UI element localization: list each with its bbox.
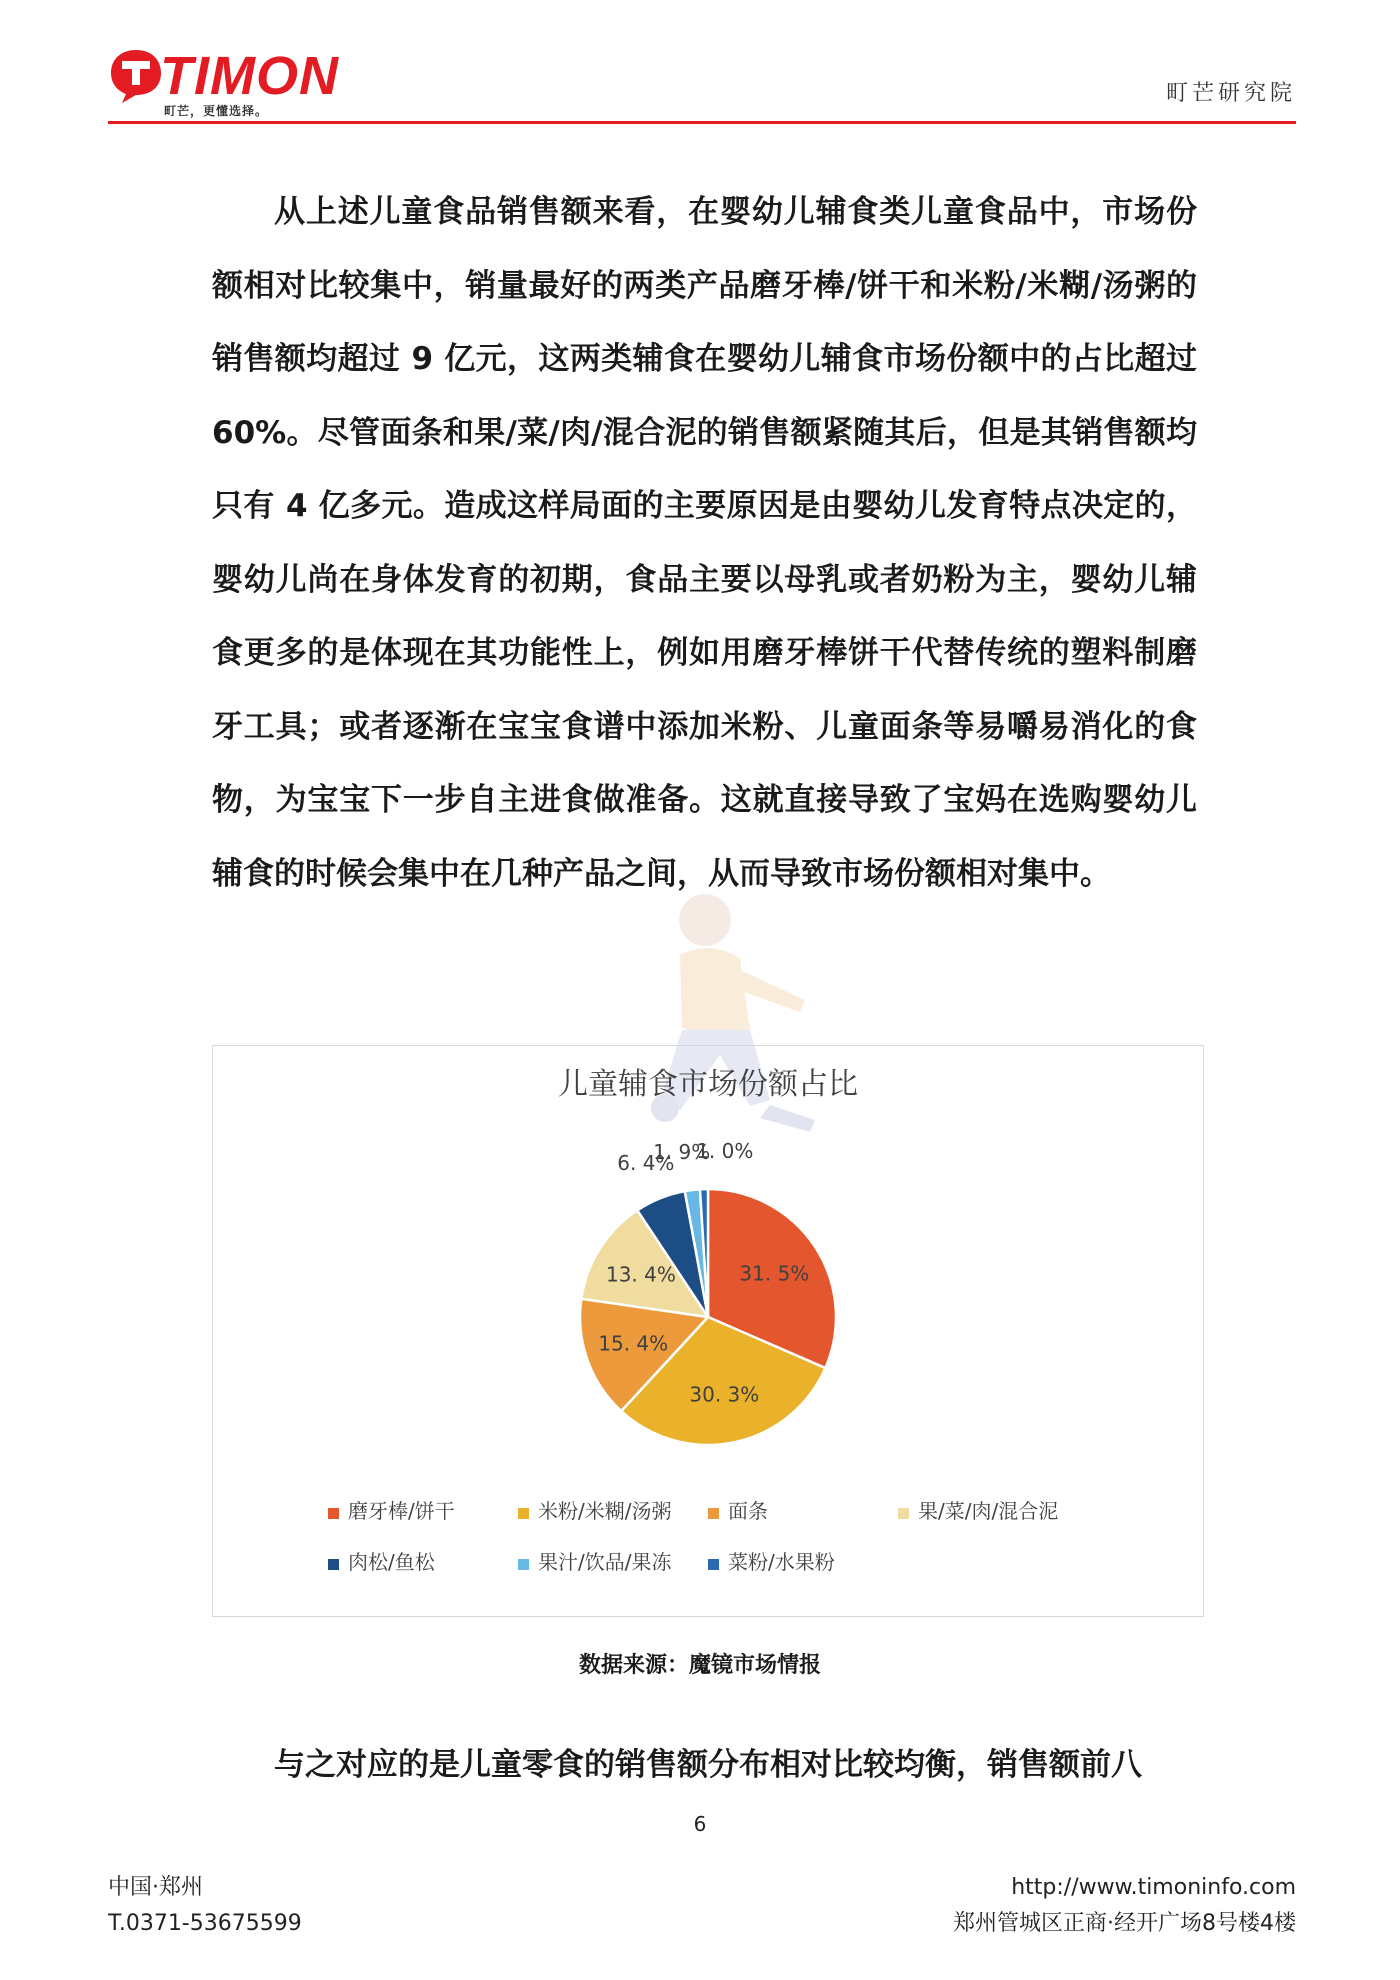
legend-label: 菜粉/水果粉	[728, 1550, 835, 1574]
legend-swatch	[518, 1508, 529, 1519]
legend-label: 肉松/鱼松	[348, 1550, 435, 1574]
legend-item-磨牙棒-饼干	[328, 1499, 455, 1523]
pie-chart	[213, 1046, 1203, 1616]
legend-swatch	[708, 1508, 719, 1519]
legend-label: 米粉/米糊/汤粥	[538, 1499, 672, 1523]
footer-contact	[108, 1870, 302, 1942]
legend-label: 面条	[728, 1499, 768, 1523]
body-paragraph: 从上述儿童食品销售额来看，在婴幼儿辅食类儿童食品中，市场份额相对比较集中，销量最好的两类产品磨牙棒/饼干和米粉/米糊/汤粥的销售额均超过 9 亿元，这两类辅食在婴幼儿辅食市场份额中的占比超过 60%。尽管面条和果/菜/肉/混合泥的销售额紧随其后，但是其销售额均只有 4 亿多元。造成这样局面的主要原因是由婴幼儿发育特点决定的，婴幼儿尚在身体发育的初期，食品主要以母乳或者奶粉为主，婴幼儿辅食更多的是体现在其功能性上，例如用磨牙棒饼干代替传统的塑料制磨牙工具；或者逐渐在宝宝食谱中添加米粉、儿童面条等易嚼易消化的食物，为宝宝下一步自主进食做准备。这就直接导致了宝妈在选购婴幼儿辅食的时候会集中在几种产品之间，从而导致市场份额相对集中。	[212, 194, 1197, 892]
legend-item-面条	[708, 1499, 768, 1523]
brand-name: TIMON	[160, 46, 339, 106]
legend-swatch	[898, 1508, 909, 1519]
pie-chart-container	[212, 1045, 1204, 1617]
footer-website-address	[953, 1870, 1296, 1942]
legend-item-肉松-鱼松	[328, 1550, 436, 1574]
chart-title: 儿童辅食市场份额占比	[558, 1067, 858, 1102]
continuation-paragraph: 与之对应的是儿童零食的销售额分布相对比较均衡，销售额前八	[274, 1747, 1142, 1783]
legend-label: 果/菜/肉/混合泥	[918, 1499, 1059, 1523]
legend-swatch	[328, 1559, 339, 1570]
legend-swatch	[328, 1508, 339, 1519]
data-source-caption: 数据来源：魔镜市场情报	[578, 1653, 821, 1678]
data-label-果汁-饮品-果冻: 1. 9%	[653, 1140, 711, 1165]
legend-label: 磨牙棒/饼干	[348, 1499, 455, 1523]
legend-item-果汁-饮品-果冻	[518, 1550, 672, 1574]
body-paragraph-block	[212, 176, 1197, 911]
data-label-面条: 15. 4%	[598, 1331, 669, 1356]
brand-slogan: 町芒，更懂选择。	[164, 104, 269, 118]
speech-bubble-icon	[108, 46, 164, 104]
legend-item-米粉-米糊-汤粥	[518, 1499, 671, 1523]
legend-item-菜粉-水果粉	[708, 1550, 835, 1574]
data-label-磨牙棒-饼干: 31. 5%	[739, 1261, 810, 1286]
footer-url[interactable]: http://www.timoninfo.com	[1011, 1875, 1296, 1900]
footer-location: 中国·郑州	[108, 1875, 203, 1900]
data-label-肉松-鱼松: 6. 4%	[617, 1151, 675, 1176]
legend-swatch	[708, 1559, 719, 1570]
legend-label: 果汁/饮品/果冻	[538, 1550, 672, 1574]
timon-logo	[108, 46, 339, 118]
data-label-果-菜-肉-混合泥: 13. 4%	[605, 1262, 676, 1287]
data-label-米粉-米糊-汤粥: 30. 3%	[689, 1382, 760, 1407]
page-number: 6	[693, 1812, 707, 1836]
legend-swatch	[518, 1559, 529, 1570]
header-divider	[108, 121, 1296, 124]
footer-address: 郑州管城区正商·经开广场8号楼4楼	[953, 1911, 1296, 1936]
legend-item-果-菜-肉-混合泥	[898, 1499, 1058, 1523]
org-name: 町芒研究院	[1165, 81, 1296, 106]
footer-phone: T.0371-53675599	[108, 1911, 302, 1936]
data-label-菜粉-水果粉: 1. 0%	[696, 1139, 754, 1164]
